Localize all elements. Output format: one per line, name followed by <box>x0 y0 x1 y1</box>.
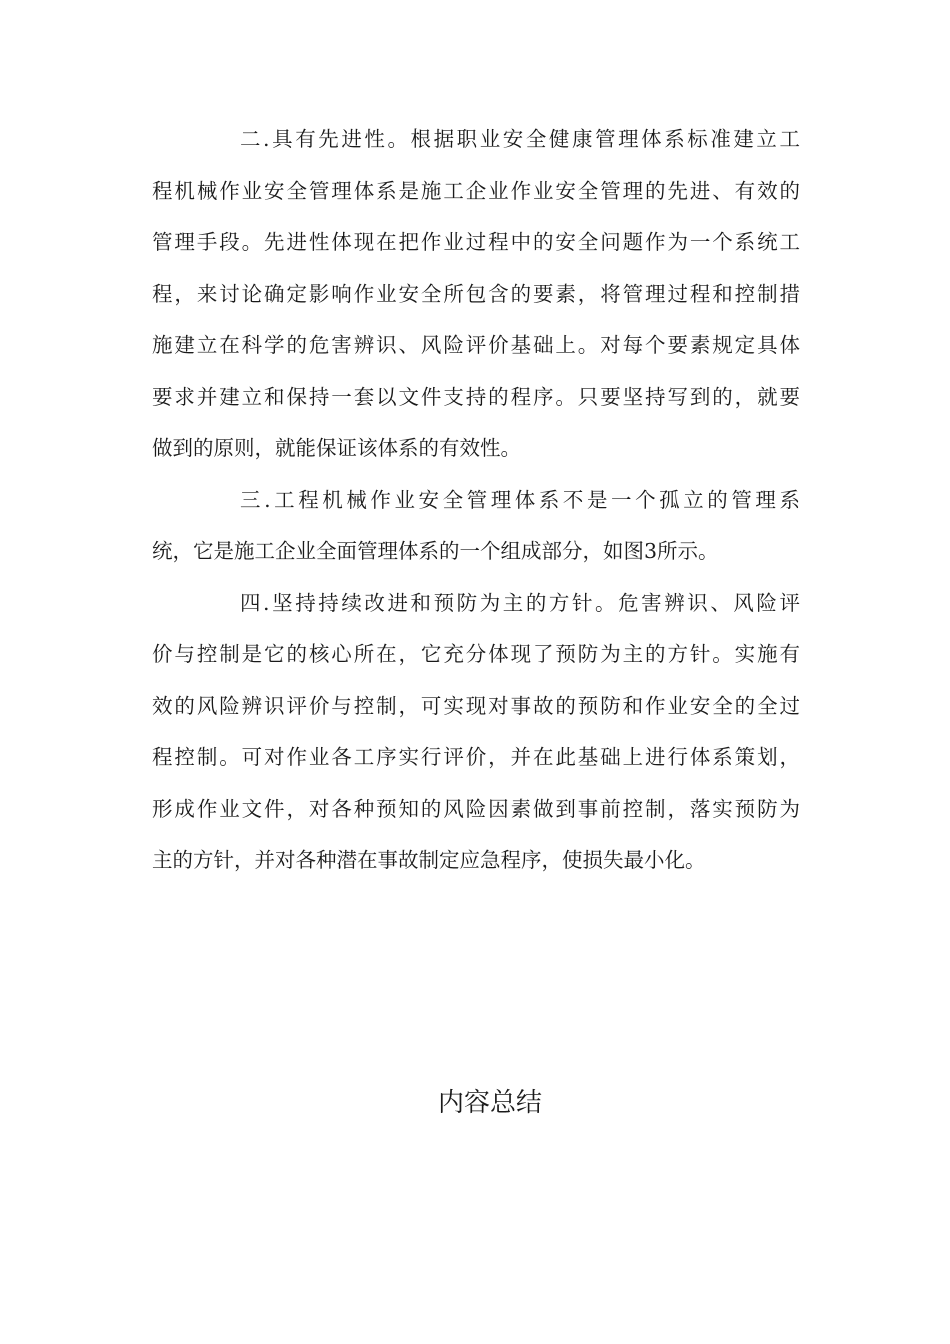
text-line: 施建立在科学的危害辨识、风险评价基础上。对每个要素规定具体 <box>152 333 800 357</box>
text-line: 价与控制是它的核心所在，它充分体现了预防为主的方针。实施有 <box>152 642 800 666</box>
text-line: 程控制。可对作业各工序实行评价，并在此基础上进行体系策划， <box>152 745 800 769</box>
text-line: 二.具有先进性。根据职业安全健康管理体系标准建立工 <box>240 127 800 151</box>
paragraph-advanced-nature <box>152 114 800 475</box>
text-line: 统，它是施工企业全面管理体系的一个组成部分，如图3所示。 <box>152 539 719 563</box>
paragraph-continuous-improvement <box>152 578 800 887</box>
paragraph-not-isolated-system <box>152 475 800 578</box>
text-line: 程机械作业安全管理体系是施工企业作业安全管理的先进、有效的 <box>152 178 800 203</box>
body-text <box>152 114 800 887</box>
text-line: 四.坚持持续改进和预防为主的方针。危害辨识、风险评 <box>240 590 800 615</box>
text-line: 程，来讨论确定影响作业安全所包含的要素，将管理过程和控制措 <box>152 281 800 306</box>
text-line: 管理手段。先进性体现在把作业过程中的安全问题作为一个系统工 <box>152 230 800 254</box>
summary-heading-wrap <box>0 1083 950 1123</box>
summary-heading: 内容总结 <box>437 1088 542 1118</box>
text-line: 主的方针，并对各种潜在事故制定应急程序，使损失最小化。 <box>152 848 706 872</box>
text-line: 三.工程机械作业安全管理体系不是一个孤立的管理系 <box>240 487 800 512</box>
text-line: 效的风险辨识评价与控制，可实现对事故的预防和作业安全的全过 <box>152 693 800 718</box>
text-line: 做到的原则，就能保证该体系的有效性。 <box>152 436 521 460</box>
text-line: 要求并建立和保持一套以文件支持的程序。只要坚持写到的，就要 <box>152 384 800 409</box>
text-line: 形成作业文件，对各种预知的风险因素做到事前控制，落实预防为 <box>152 796 800 821</box>
